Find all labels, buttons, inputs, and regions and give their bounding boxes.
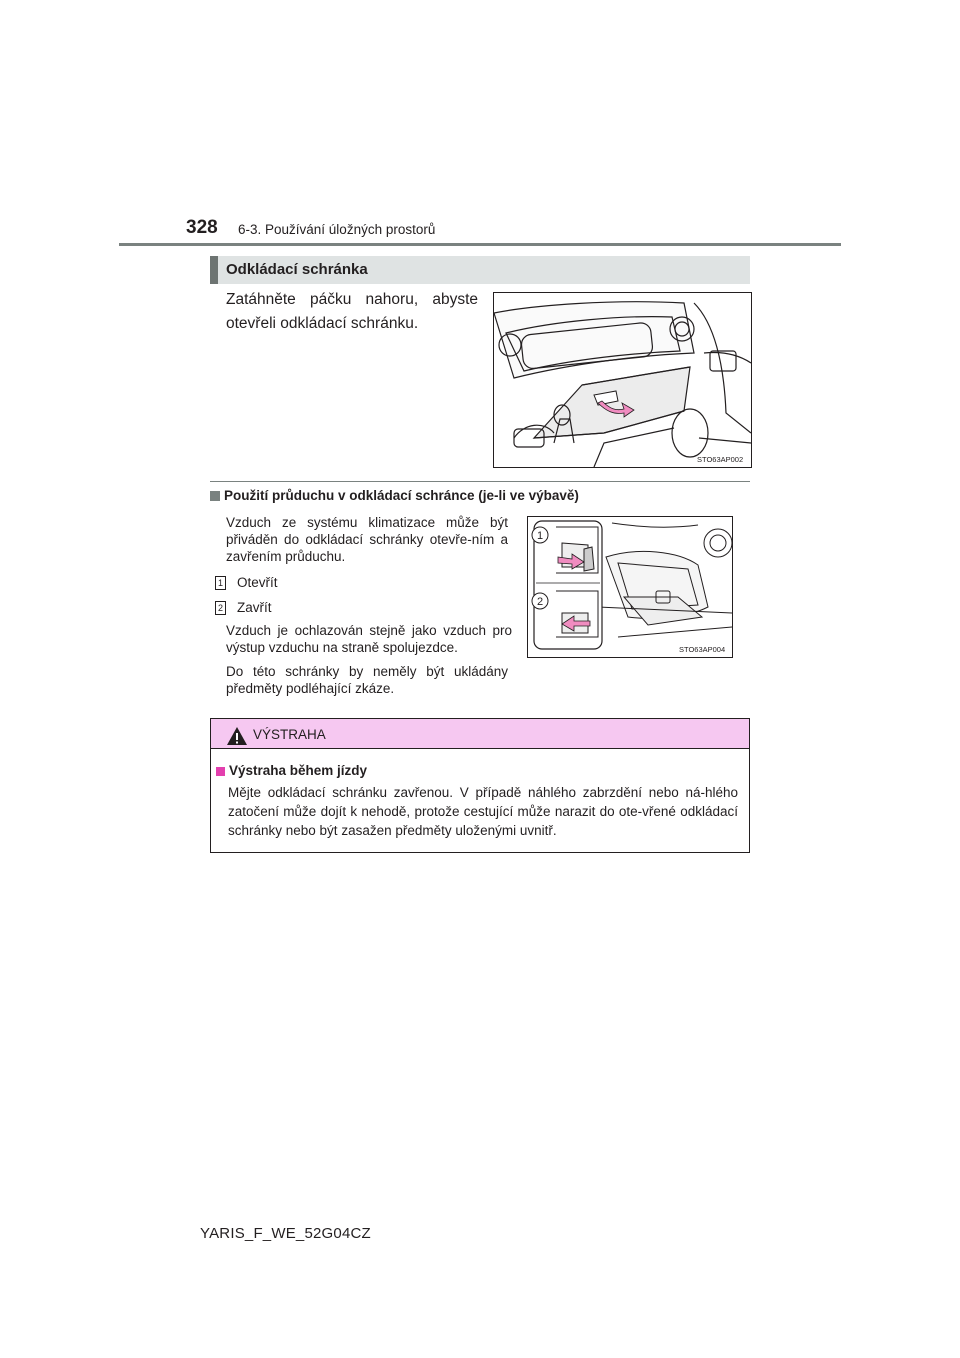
- figure2-code: STO63AP004: [679, 645, 726, 654]
- warning-bullet-icon: [216, 767, 225, 776]
- callout-number: 1: [215, 576, 226, 590]
- callout-2: 2: [536, 596, 544, 608]
- list-item: [215, 599, 272, 616]
- item-label: Otevřít: [237, 575, 278, 590]
- subsection-heading: Použití průduchu v odkládací schránce (je-li ve výbavě): [224, 488, 579, 503]
- item-label: Zavřít: [237, 600, 272, 615]
- intro-text: Zatáhněte páčku nahoru, abyste otevřeli odkládací schránku.: [226, 291, 478, 332]
- warning-triangle-icon: [226, 726, 248, 751]
- cooling-note: Vzduch je ochlazován stejně jako vzduch pro výstup vzduchu na straně spolujezdce.: [226, 623, 512, 655]
- section-title: Odkládací schránka: [226, 261, 368, 278]
- vent-figure: [527, 516, 733, 658]
- vent-description: Vzduch ze systému klimatizace může být přiváděn do odkládací schránky otevře-ním a zavřením průduchu.: [226, 515, 508, 564]
- warning-title: VÝSTRAHA: [253, 727, 326, 742]
- glovebox-figure: [493, 292, 752, 468]
- section-title-accent: [210, 256, 218, 284]
- callout-number: 2: [215, 601, 226, 615]
- list-item: [215, 574, 278, 591]
- callout-1: 1: [536, 530, 544, 542]
- footer-code: YARIS_F_WE_52G04CZ: [200, 1225, 371, 1242]
- page-number: 328: [186, 217, 218, 238]
- warning-body: Mějte odkládací schránku zavřenou. V případě náhlého zabrzdění nebo ná-hlého zatočení může dojít k nehodě, protože cestující může narazit do ote-vřené odkládací schránky nebo být zasažen předměty uloženými uvnitř.: [228, 785, 738, 838]
- glovebox-illustration: [494, 293, 751, 467]
- storage-note: Do této schránky by neměly být ukládány předměty podléhající zkáze.: [226, 664, 508, 696]
- section-label: 6-3. Používání úložných prostorů: [238, 222, 436, 237]
- figure1-code: STO63AP002: [697, 455, 744, 464]
- vent-illustration: [528, 517, 732, 657]
- subsection-rule: [210, 481, 750, 482]
- header-rule: [119, 243, 841, 246]
- warning-subheading: Výstraha během jízdy: [229, 763, 368, 778]
- square-bullet-icon: [210, 491, 220, 501]
